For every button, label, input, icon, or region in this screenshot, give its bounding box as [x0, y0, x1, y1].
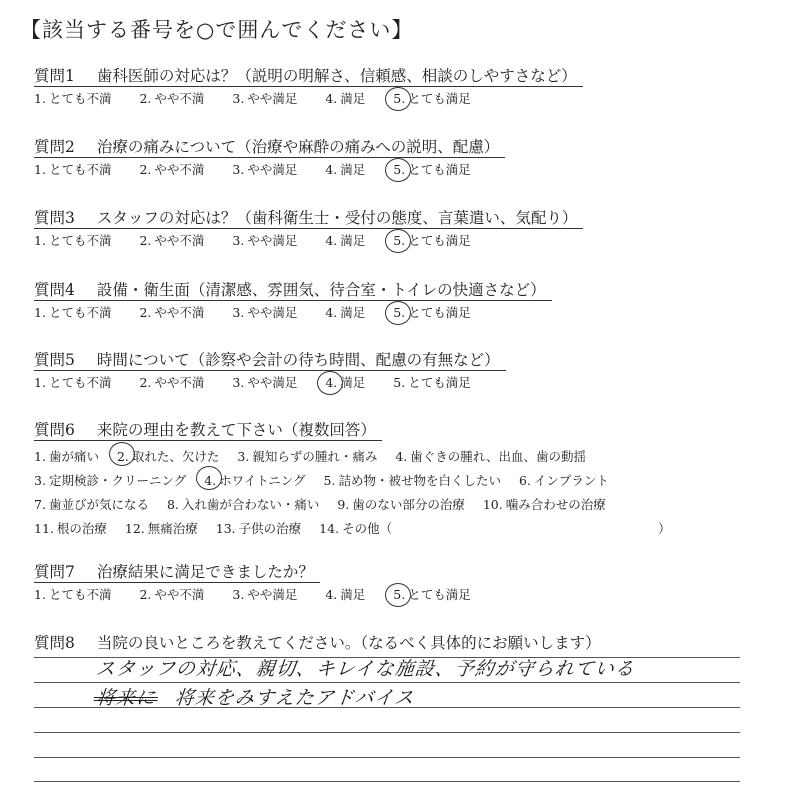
question-7-options [34, 586, 471, 604]
option-5[interactable]: 5. 詰め物・被せ物を白くしたい [323, 473, 501, 488]
question-6-heading [34, 420, 382, 441]
question-text: 治療の痛みについて（治療や麻酔の痛みへの説明、配慮） [96, 138, 500, 156]
options-row-2 [34, 469, 671, 493]
question-1 [34, 66, 583, 108]
option-9[interactable]: 9. 歯のない部分の治療 [337, 497, 465, 512]
question-2-options [34, 161, 505, 179]
options-row-1 [34, 445, 671, 469]
option-12[interactable]: 12. 無痛治療 [124, 521, 198, 536]
question-number: 質問2 [34, 138, 75, 156]
selected-circle-mark [196, 466, 222, 490]
other-close-paren: ） [658, 521, 671, 536]
option-2[interactable]: 2. やや不満 [139, 162, 205, 177]
selected-circle-mark [385, 158, 411, 182]
question-8-heading [34, 631, 601, 653]
question-text: 来院の理由を教えて下さい（複数回答） [96, 421, 376, 439]
option-3[interactable]: 3. やや満足 [232, 91, 298, 106]
option-3[interactable]: 3. 親知らずの腫れ・痛み [237, 449, 378, 464]
selected-circle-mark [385, 229, 411, 253]
option-10[interactable]: 10. 噛み合わせの治療 [482, 497, 606, 512]
option-1[interactable]: 1. とても不満 [34, 587, 112, 602]
option-1[interactable]: 1. とても不満 [34, 375, 112, 390]
option-5[interactable]: 5. とても満足 [393, 161, 470, 179]
question-6 [34, 420, 671, 541]
option-1[interactable]: 1. とても不満 [34, 305, 112, 320]
selected-circle-mark [385, 583, 411, 607]
option-4[interactable]: 4. 満足 [325, 162, 366, 177]
option-8[interactable]: 8. 入れ歯が合わない・痛い [166, 497, 320, 512]
selected-circle-mark [317, 371, 343, 395]
question-4 [34, 280, 552, 322]
option-2[interactable]: 2. やや不満 [139, 91, 205, 106]
question-4-options [34, 304, 552, 322]
question-text: 治療結果に満足できましたか？ [96, 563, 314, 581]
question-1-heading [34, 66, 583, 87]
option-2[interactable]: 2. 取れた、欠けた [117, 445, 219, 469]
answer-line-5 [34, 757, 740, 758]
question-number: 質問1 [34, 67, 75, 85]
question-number: 質問7 [34, 563, 75, 581]
answer-line-6 [34, 781, 740, 782]
question-5-heading [34, 350, 506, 371]
option-3[interactable]: 3. やや満足 [232, 305, 298, 320]
option-13[interactable]: 13. 子供の治療 [215, 521, 302, 536]
question-7 [34, 562, 471, 604]
option-1[interactable]: 1. とても不満 [34, 91, 112, 106]
question-3 [34, 208, 583, 250]
option-5[interactable]: 5. とても満足 [393, 586, 470, 604]
option-2[interactable]: 2. やや不満 [139, 375, 205, 390]
option-4[interactable]: 4. ホワイトニング [204, 469, 305, 493]
option-1[interactable]: 1. とても不満 [34, 233, 112, 248]
option-7[interactable]: 7. 歯並びが気になる [34, 497, 149, 512]
question-text: 歯科医師の対応は？（説明の明解さ、信頼感、相談のしやすさなど） [96, 67, 577, 85]
options-row-4 [34, 517, 671, 541]
question-7-heading [34, 562, 320, 583]
question-number: 質問3 [34, 209, 75, 227]
question-text: 時間について（診察や会計の待ち時間、配慮の有無など） [96, 351, 500, 369]
option-3[interactable]: 3. やや満足 [232, 233, 298, 248]
question-2 [34, 137, 505, 179]
option-4[interactable]: 4. 満足 [325, 305, 366, 320]
handwritten-answer-line-1[interactable]: スタッフの対応、親切、キレイな施設、予約が守られている [94, 658, 636, 680]
question-2-heading [34, 137, 505, 158]
question-number: 質問4 [34, 281, 75, 299]
option-2[interactable]: 2. やや不満 [139, 233, 205, 248]
option-3[interactable]: 3. やや満足 [232, 162, 298, 177]
option-3[interactable]: 3. 定期検診・クリーニング [34, 473, 187, 488]
option-4[interactable]: 4. 満足 [325, 233, 366, 248]
option-5[interactable]: 5. とても満足 [393, 90, 470, 108]
option-14[interactable]: 14. その他（ [319, 521, 393, 536]
selected-circle-mark [109, 442, 135, 466]
option-3[interactable]: 3. やや満足 [232, 375, 298, 390]
option-4[interactable]: 4. 満足 [325, 587, 366, 602]
struck-out-text: 将来に [95, 683, 158, 710]
option-2[interactable]: 2. やや不満 [139, 587, 205, 602]
question-number: 質問8 [34, 634, 75, 652]
question-number: 質問6 [34, 421, 75, 439]
handwritten-answer-line-2[interactable] [95, 683, 416, 710]
option-5[interactable]: 5. とても満足 [393, 232, 470, 250]
question-3-options [34, 232, 583, 250]
question-1-options [34, 90, 583, 108]
option-1[interactable]: 1. とても不満 [34, 162, 112, 177]
answer-line-4 [34, 732, 740, 733]
question-6-options [34, 445, 671, 541]
question-number: 質問5 [34, 351, 75, 369]
option-6[interactable]: 6. インプラント [518, 473, 609, 488]
option-4[interactable]: 4. 歯ぐきの腫れ、出血、歯の動揺 [395, 449, 587, 464]
options-row-3 [34, 493, 671, 517]
option-5[interactable]: 5. とても満足 [393, 375, 471, 390]
answer-text: 将来をみすえたアドバイス [173, 687, 416, 709]
option-2[interactable]: 2. やや不満 [139, 305, 205, 320]
question-4-heading [34, 280, 552, 301]
question-5-options [34, 374, 506, 392]
option-4[interactable]: 4. 満足 [325, 91, 366, 106]
form-instruction-title: 【該当する番号を○で囲んでください】 [20, 18, 414, 42]
option-1[interactable]: 1. 歯が痛い [34, 449, 99, 464]
option-11[interactable]: 11. 根の治療 [34, 521, 107, 536]
selected-circle-mark [385, 87, 411, 111]
question-text: 当院の良いところを教えてください。（なるべく具体的にお願いします） [96, 634, 601, 652]
question-text: 設備・衛生面（清潔感、雰囲気、待合室・トイレの快適さなど） [96, 281, 546, 299]
option-4[interactable]: 4. 満足 [325, 374, 365, 392]
question-3-heading [34, 208, 583, 229]
question-text: スタッフの対応は？（歯科衛生士・受付の態度、言葉遣い、気配り） [96, 209, 578, 227]
selected-circle-mark [385, 301, 411, 325]
question-5 [34, 350, 506, 392]
option-5[interactable]: 5. とても満足 [393, 304, 470, 322]
option-3[interactable]: 3. やや満足 [232, 587, 298, 602]
